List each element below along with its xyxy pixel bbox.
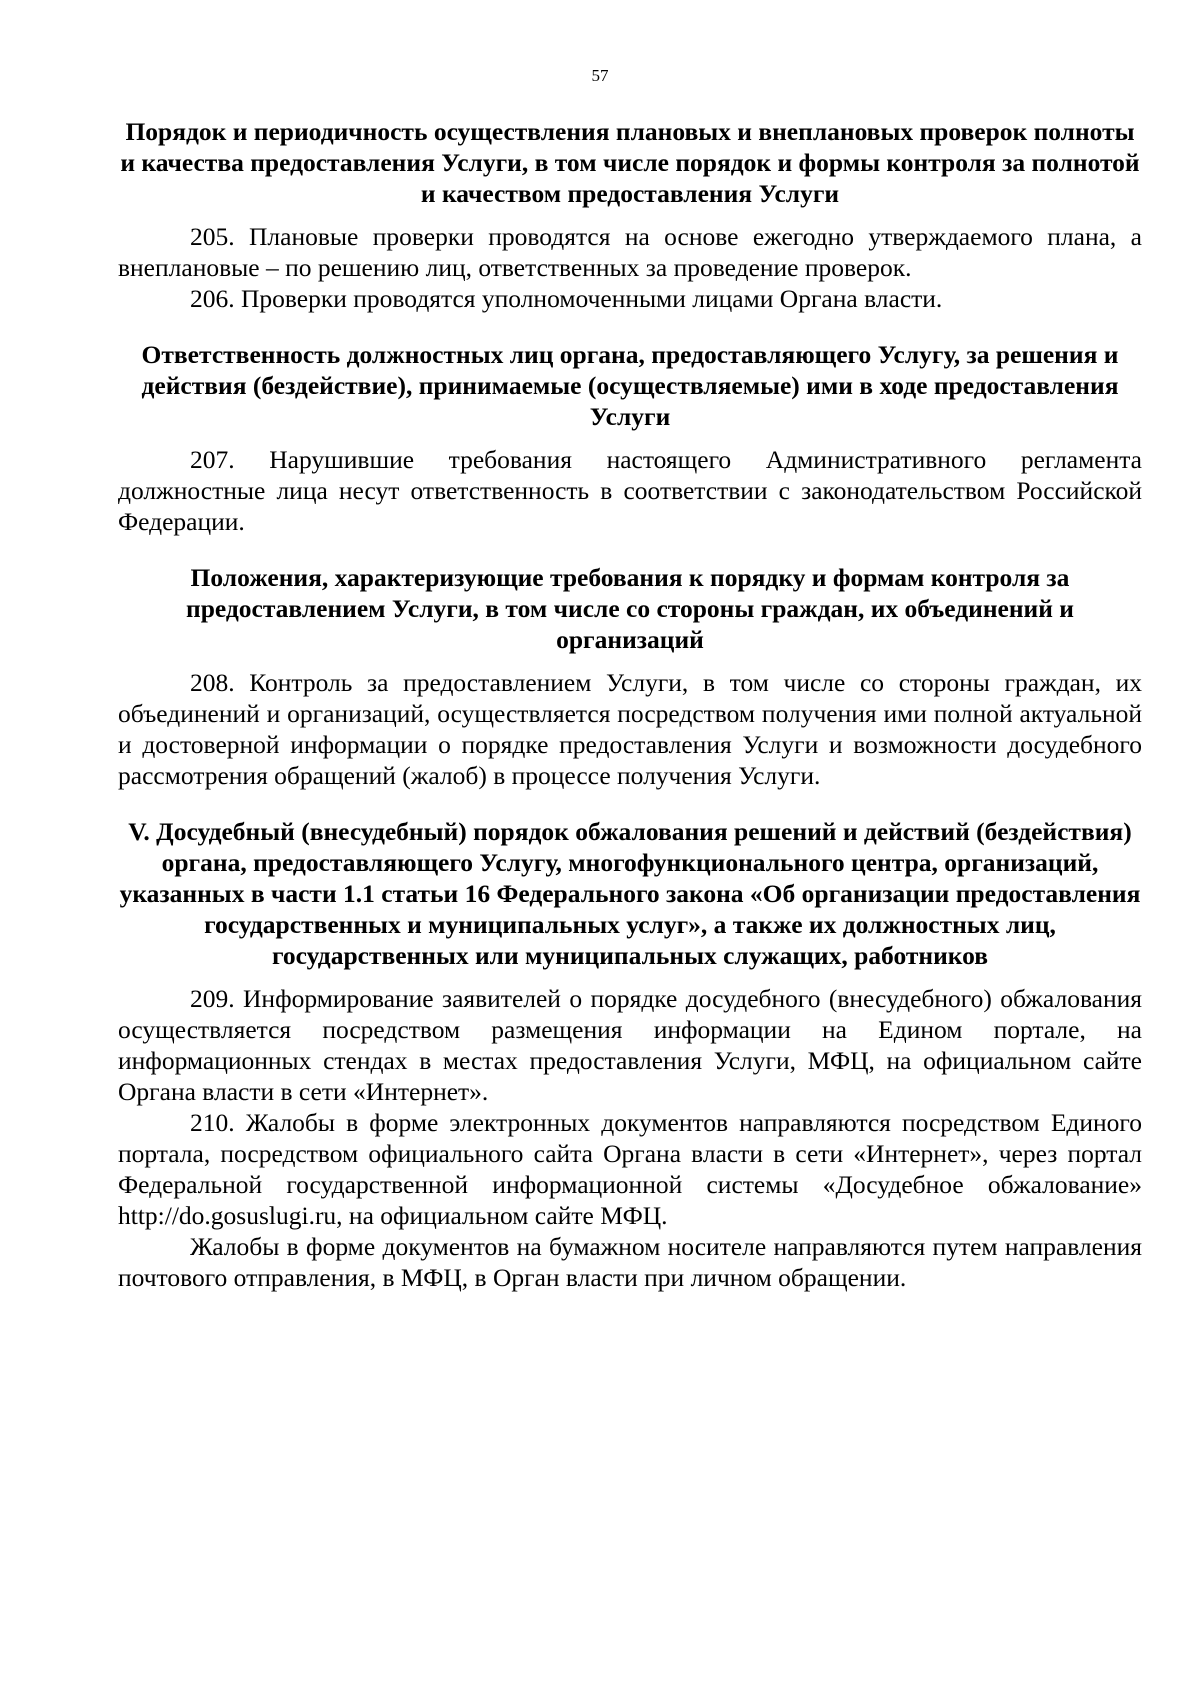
paragraph-210: 210. Жалобы в форме электронных документов направляются посредством Единого портала, посредством официального сайта Органа власти в сети «Интернет», через портал Федеральной государственной информационной системы «Досудебное обжалование» http://do.gosuslugi.ru, на официальном сайте МФЦ. xyxy=(118,1108,1142,1230)
section-heading: Порядок и периодичность осуществления плановых и внеплановых проверок полноты и качества предоставления Услуги, в том числе порядок и формы контроля за полнотой и качеством предоставления Услуги xyxy=(120,117,1140,208)
paragraph-206: 206. Проверки проводятся уполномоченными лицами Органа власти. xyxy=(190,284,943,313)
document-body xyxy=(118,116,1142,1293)
paragraph-208: 208. Контроль за предоставлением Услуги, в том числе со стороны граждан, их объединений и организаций, осуществляется посредством получения ими полной актуальной и достоверной информации о порядке предоставления Услуги и возможности досудебного рассмотрения обращений (жалоб) в процессе получения Услуги. xyxy=(118,668,1142,790)
paragraph-paper-complaints: Жалобы в форме документов на бумажном носителе направляются путем направления почтового отправления, в МФЦ, в Орган власти при личном обращении. xyxy=(118,1232,1142,1292)
paragraph-209: 209. Информирование заявителей о порядке досудебного (внесудебного) обжалования осуществляется посредством размещения информации на Едином портале, на информационных стендах в местах предоставления Услуги, МФЦ, на официальном сайте Органа власти в сети «Интернет». xyxy=(118,984,1142,1106)
page-number: 57 xyxy=(591,66,609,85)
section-pretrial-appeal xyxy=(118,816,1142,1293)
section-control-requirements xyxy=(118,562,1142,791)
section-inspections xyxy=(118,116,1142,314)
section-heading: Ответственность должностных лиц органа, предоставляющего Услугу, за решения и действия (бездействие), принимаемые (осуществляемые) ими в ходе предоставления Услуги xyxy=(141,340,1119,431)
section-heading: V. Досудебный (внесудебный) порядок обжалования решений и действий (бездействия) органа, предоставляющего Услугу, многофункционального центра, организаций, указанных в части 1.1 статьи 16 Федерального закона «Об организации предоставления государственных и муниципальных услуг», а также их должностных лиц, государственных или муниципальных служащих, работников xyxy=(119,817,1141,970)
paragraph-205: 205. Плановые проверки проводятся на основе ежегодно утверждаемого плана, а внеплановые – по решению лиц, ответственных за проведение проверок. xyxy=(118,222,1142,282)
paragraph-207: 207. Нарушившие требования настоящего Административного регламента должностные лица несут ответственность в соответствии с законодательством Российской Федерации. xyxy=(118,445,1142,536)
section-responsibility xyxy=(118,339,1142,537)
section-heading: Положения, характеризующие требования к порядку и формам контроля за предоставлением Услуги, в том числе со стороны граждан, их объединений и организаций xyxy=(186,563,1074,654)
